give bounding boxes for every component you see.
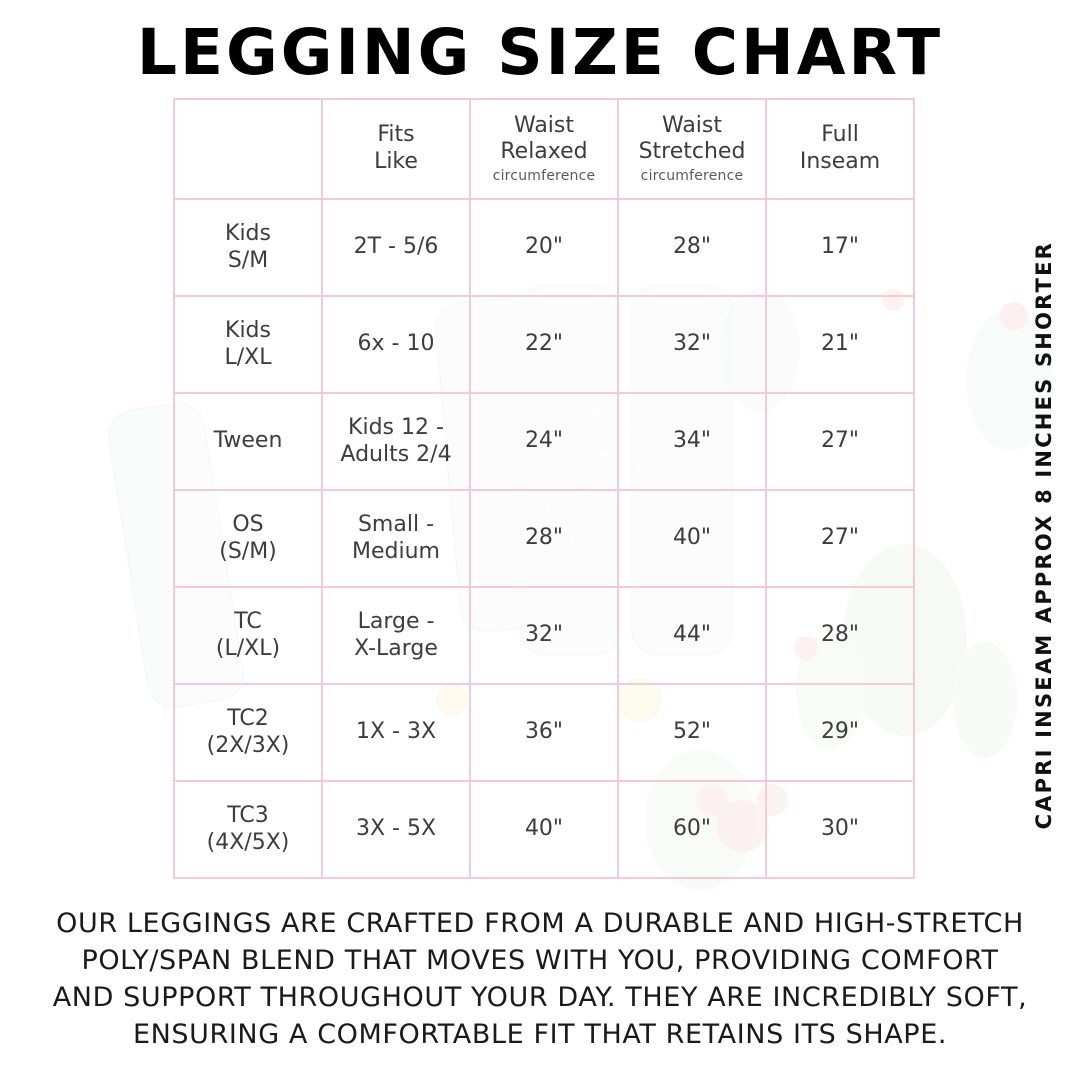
row-full-inseam: 17" <box>766 199 914 296</box>
header-waist-stretched-sub: circumference <box>640 168 744 185</box>
footer-line-1: OUR LEGGINGS ARE CRAFTED FROM A DURABLE AND HIGH-STRETCH <box>56 908 1024 940</box>
row-size-line1: Kids <box>225 317 271 343</box>
row-size-line2: (L/XL) <box>215 635 281 661</box>
capri-inseam-note <box>1024 240 1064 830</box>
row-full-inseam: 30" <box>766 781 914 878</box>
table-row <box>174 490 914 587</box>
row-waist-relaxed: 40" <box>470 781 618 878</box>
row-fits-like <box>322 296 470 393</box>
table-header-row <box>174 99 914 199</box>
header-full-inseam <box>766 99 914 199</box>
corner-blank-cell <box>174 99 322 199</box>
row-size-line1: TC3 <box>227 802 269 828</box>
row-size-label <box>174 393 322 490</box>
row-waist-relaxed: 28" <box>470 490 618 587</box>
table-row <box>174 199 914 296</box>
row-waist-stretched: 44" <box>618 587 766 684</box>
row-fits-line1: Small - <box>357 511 435 537</box>
row-size-line1: Tween <box>213 428 283 454</box>
table-row <box>174 296 914 393</box>
row-waist-stretched: 40" <box>618 490 766 587</box>
row-full-inseam: 28" <box>766 587 914 684</box>
footer-line-4: ENSURING A COMFORTABLE FIT THAT RETAINS ITS SHAPE. <box>132 1019 948 1051</box>
row-waist-stretched: 28" <box>618 199 766 296</box>
row-full-inseam: 21" <box>766 296 914 393</box>
header-waist-relaxed-line1: Waist <box>513 112 575 138</box>
row-size-label <box>174 199 322 296</box>
row-fits-line1: Kids 12 - <box>348 414 444 440</box>
row-fits-line2: Medium <box>352 538 440 564</box>
row-fits-like <box>322 781 470 878</box>
row-waist-stretched: 60" <box>618 781 766 878</box>
capri-inseam-note-text: CAPRI INSEAM APPROX 8 INCHES SHORTER <box>1032 240 1056 830</box>
row-size-label <box>174 781 322 878</box>
row-fits-line1: 1X - 3X <box>355 719 437 745</box>
row-size-line2: S/M <box>227 247 269 273</box>
header-full-inseam-line2: Inseam <box>799 149 881 174</box>
row-waist-relaxed: 24" <box>470 393 618 490</box>
header-waist-stretched-line2: Stretched <box>638 139 746 165</box>
row-size-line2: L/XL <box>224 344 272 370</box>
table-row <box>174 393 914 490</box>
row-fits-line2: Adults 2/4 <box>340 441 452 467</box>
row-size-line2: (2X/3X) <box>206 732 290 758</box>
row-size-label <box>174 296 322 393</box>
row-full-inseam: 27" <box>766 490 914 587</box>
row-full-inseam: 29" <box>766 684 914 781</box>
footer-description <box>40 906 1040 1054</box>
header-full-inseam-line1: Full <box>821 122 859 148</box>
header-waist-relaxed-line2: Relaxed <box>500 139 588 165</box>
row-waist-relaxed: 20" <box>470 199 618 296</box>
row-fits-like <box>322 393 470 490</box>
table-row <box>174 781 914 878</box>
footer-line-2: POLY/SPAN BLEND THAT MOVES WITH YOU, PROVIDING COMFORT <box>81 945 999 977</box>
footer-line-3: AND SUPPORT THROUGHOUT YOUR DAY. THEY ARE INCREDIBLY SOFT, <box>52 982 1028 1014</box>
row-size-label <box>174 490 322 587</box>
row-waist-stretched: 52" <box>618 684 766 781</box>
row-fits-line1: Large - <box>357 608 435 634</box>
row-waist-relaxed: 36" <box>470 684 618 781</box>
row-size-label <box>174 684 322 781</box>
row-size-line2: (S/M) <box>219 538 277 564</box>
row-size-line1: TC2 <box>227 705 269 731</box>
row-waist-relaxed: 22" <box>470 296 618 393</box>
row-size-label <box>174 587 322 684</box>
header-waist-stretched-line1: Waist <box>661 112 723 138</box>
table-row <box>174 587 914 684</box>
row-fits-like <box>322 587 470 684</box>
row-size-line1: OS <box>232 511 264 537</box>
row-size-line1: Kids <box>225 220 271 246</box>
row-fits-line2: X-Large <box>354 635 438 661</box>
row-full-inseam: 27" <box>766 393 914 490</box>
header-fits-like-line1: Fits <box>377 122 415 148</box>
header-fits-like-line2: Like <box>374 149 418 174</box>
table-row <box>174 684 914 781</box>
row-fits-line1: 3X - 5X <box>355 816 437 842</box>
row-waist-relaxed: 32" <box>470 587 618 684</box>
header-waist-relaxed-sub: circumference <box>492 168 596 185</box>
header-waist-relaxed <box>470 99 618 199</box>
size-chart-table <box>173 98 915 879</box>
header-fits-like <box>322 99 470 199</box>
row-waist-stretched: 34" <box>618 393 766 490</box>
page-title: LEGGING SIZE CHART <box>136 16 944 89</box>
row-fits-line1: 6x - 10 <box>357 331 435 357</box>
row-size-line1: TC <box>234 608 262 634</box>
row-fits-line1: 2T - 5/6 <box>353 234 439 260</box>
header-waist-stretched <box>618 99 766 199</box>
row-fits-like <box>322 490 470 587</box>
row-fits-like <box>322 199 470 296</box>
row-size-line2: (4X/5X) <box>206 829 290 855</box>
row-waist-stretched: 32" <box>618 296 766 393</box>
row-fits-like <box>322 684 470 781</box>
